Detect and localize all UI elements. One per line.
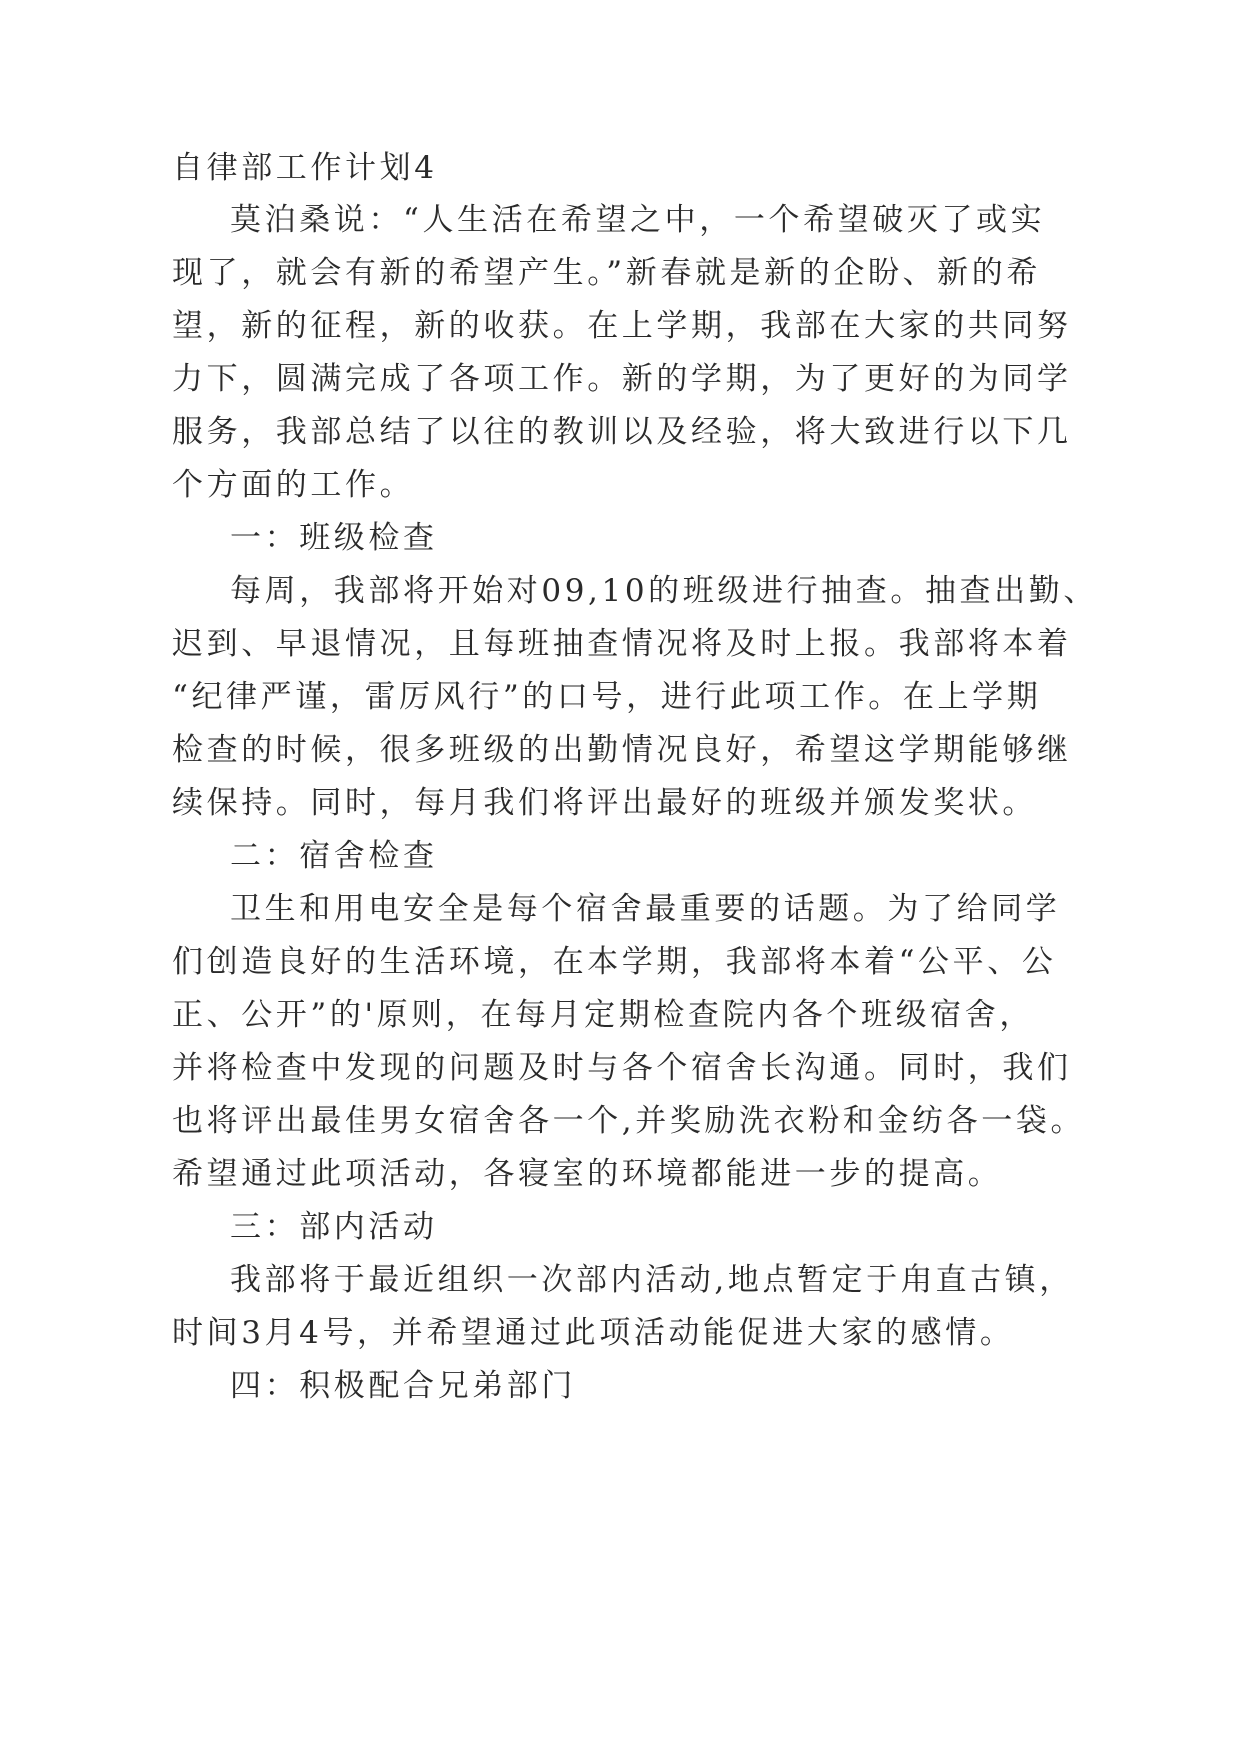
paragraph-line: 我部将于最近组织一次部内活动,地点暂定于甪直古镇， <box>230 1262 1074 1298</box>
paragraph-line: 每周，我部将开始对09,10的班级进行抽查。抽查出勤、 <box>230 573 1098 609</box>
paragraph-line: 望，新的征程，新的收获。在上学期，我部在大家的共同努 <box>172 308 1072 344</box>
paragraph-line: 个方面的工作。 <box>172 467 415 503</box>
paragraph-line: 希望通过此项活动，各寝室的环境都能进一步的提高。 <box>172 1156 1003 1192</box>
section-heading: 三：部内活动 <box>230 1209 438 1245</box>
paragraph-line: 并将检查中发现的问题及时与各个宿舍长沟通。同时，我们 <box>172 1050 1072 1086</box>
paragraph-line: 现了，就会有新的希望产生。”新春就是新的企盼、新的希 <box>172 255 1041 291</box>
paragraph-line: 时间3月4号，并希望通过此项活动能促进大家的感情。 <box>172 1315 1015 1351</box>
paragraph-line: 迟到、早退情况，且每班抽查情况将及时上报。我部将本着 <box>172 626 1072 662</box>
section-heading: 四：积极配合兄弟部门 <box>230 1368 576 1404</box>
section-heading: 二：宿舍检查 <box>230 838 438 874</box>
paragraph-line: 力下，圆满完成了各项工作。新的学期，为了更好的为同学 <box>172 361 1072 397</box>
paragraph-line: 续保持。同时，每月我们将评出最好的班级并颁发奖状。 <box>172 785 1037 821</box>
paragraph-line: 们创造良好的生活环境，在本学期，我部将本着“公平、公 <box>172 944 1057 980</box>
section-heading: 一：班级检查 <box>230 520 438 556</box>
paragraph-line: 服务，我部总结了以往的教训以及经验，将大致进行以下几 <box>172 414 1072 450</box>
paragraph-line: 莫泊桑说：“人生活在希望之中，一个希望破灭了或实 <box>230 202 1046 238</box>
paragraph-line: 也将评出最佳男女宿舍各一个,并奖励洗衣粉和金纺各一袋。 <box>172 1103 1086 1139</box>
paragraph-line: “纪律严谨，雷厉风行”的口号，进行此项工作。在上学期 <box>172 679 1042 715</box>
paragraph-line: 卫生和用电安全是每个宿舍最重要的话题。为了给同学 <box>230 891 1061 927</box>
paragraph-line: 正、公开”的'原则，在每月定期检查院内各个班级宿舍， <box>172 997 1034 1033</box>
document-title: 自律部工作计划4 <box>172 150 438 186</box>
paragraph-line: 检查的时候，很多班级的出勤情况良好，希望这学期能够继 <box>172 732 1072 768</box>
